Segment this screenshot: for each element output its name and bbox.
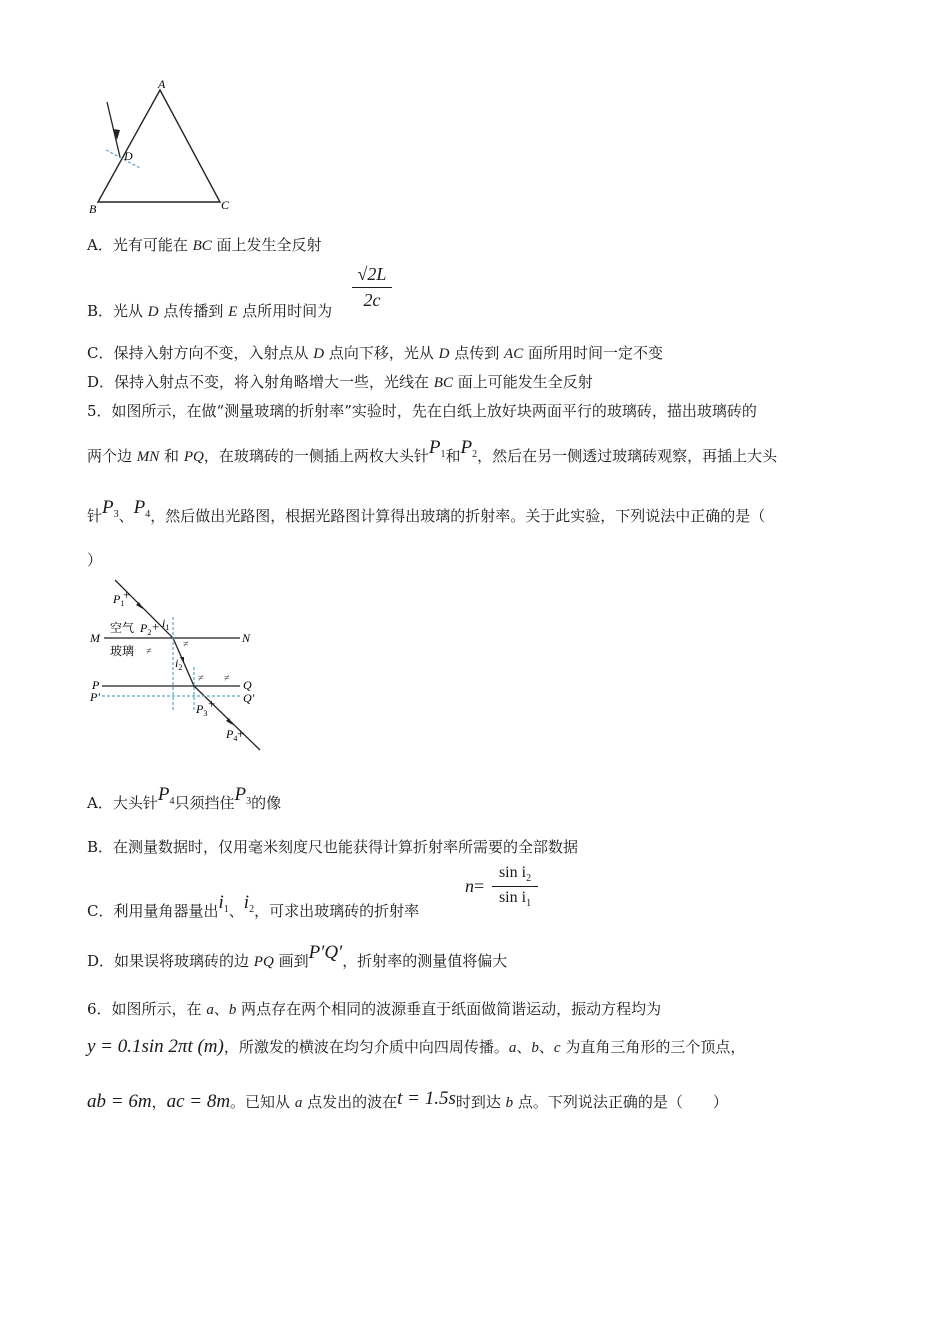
label-P4: $P_4$ [226,727,238,743]
label-M: M [90,631,100,645]
q6-stem-line3: ab = 6m，ac = 8m。已知从 a 点发出的波在t = 1.5s时到达 b 点。下列说法正确的是（ ） [87,1088,728,1112]
q5-option-c-n-equals: n= [465,876,485,896]
glass-slab-figure [88,575,273,755]
q5-option-a: A．大头针$P_4$只须挡住$P_3$的像 [87,784,282,812]
label-P1: $P_1$ [113,592,125,608]
q6-time: t = 1.5s [397,1088,456,1109]
q4-option-a: A．光有可能在 BC 面上发生全反射 [87,236,322,254]
label-C: C [221,198,230,212]
q5-stem-line1: 5．如图所示，在做“测量玻璃的折射率”实验时，先在白纸上放好块两面平行的玻璃砖，描出玻璃砖的 [87,402,757,420]
label-P-prime: P′ [90,690,100,704]
q4-option-c: C．保持入射方向不变，入射点从 D 点向下移，光从 D 点传到 AC 面所用时间一定不变 [87,344,663,362]
pin-cross-icon: + [152,619,160,634]
label-P3: $P_3$ [196,702,208,718]
hatch-mark-icon: ≠ [183,639,189,650]
label-D: D [124,149,133,163]
q6-ab-length: ab = 6m [87,1091,152,1112]
label-N: N [242,631,251,645]
ray-arrow-icon [226,718,233,725]
pin-cross-icon: + [237,726,245,741]
q4-option-b-fraction: √2L 2c [352,264,392,311]
label-Q: Q [243,678,252,692]
label-i1: $i_1$ [162,616,170,632]
q5-option-c: C．利用量角器量出$i_1$、$i_2$，可求出玻璃砖的折射率 [87,892,420,920]
label-air: 空气 [110,621,135,635]
q5-stem-line2: 两个边 MN 和 PQ，在玻璃砖的一侧插上两枚大头针$P_1$和$P_2$，然后在另一侧透过玻璃砖观察，再插上大头 [87,437,778,465]
q5-option-b: B．在测量数据时，仅用毫米刻度尺也能获得计算折射率所需要的全部数据 [87,838,579,856]
q4-option-d: D．保持入射点不变，将入射角略增大一些，光线在 BC 面上可能发生全反射 [87,373,593,391]
q4-option-b: B．光从 D 点传播到 E 点所用时间为 [87,302,333,320]
label-P: P [92,678,100,692]
ray-arrow-icon [136,602,143,609]
label-A: A [158,78,166,91]
hatch-mark-icon: ≠ [198,673,204,684]
q5-stem-line4: ） [87,551,103,569]
q6-wave-equation: y = 0.1sin 2πt (m) [87,1036,224,1057]
label-i2: $i_2$ [175,656,183,672]
q6-stem-line2: y = 0.1sin 2πt (m)，所激发的横波在均匀介质中向四周传播。a、b、c 为直角三角形的三个顶点， [87,1036,746,1057]
q6-stem-line1: 6．如图所示，在 a、b 两点存在两个相同的波源垂直于纸面做简谐运动，振动方程均为 [87,1000,662,1018]
q5-stem-line3: 针$P_3$、$P_4$，然后做出光路图，根据光路图计算得出玻璃的折射率。关于此实验，下列说法中正确的是（ [87,497,766,525]
label-P2: $P_2$ [140,621,152,637]
triangle-outline [98,90,220,202]
triangle-prism-figure [80,78,240,218]
q5-option-d: D．如果误将玻璃砖的边 PQ 画到P′Q′，折射率的测量值将偏大 [87,942,508,970]
label-Q-prime: Q′ [243,691,255,705]
hatch-mark-icon: ≠ [146,646,152,657]
q5-option-c-fraction: $\sin i_2$ $\sin i_1$ [492,864,538,909]
label-B: B [89,202,97,216]
pin-cross-icon: + [123,587,131,602]
hatch-mark-icon: ≠ [224,673,230,684]
normal-dashed-line [106,150,140,168]
label-glass: 玻璃 [110,644,135,658]
pin-cross-icon: + [208,696,216,711]
q6-ac-length: ac = 8m [166,1091,231,1112]
